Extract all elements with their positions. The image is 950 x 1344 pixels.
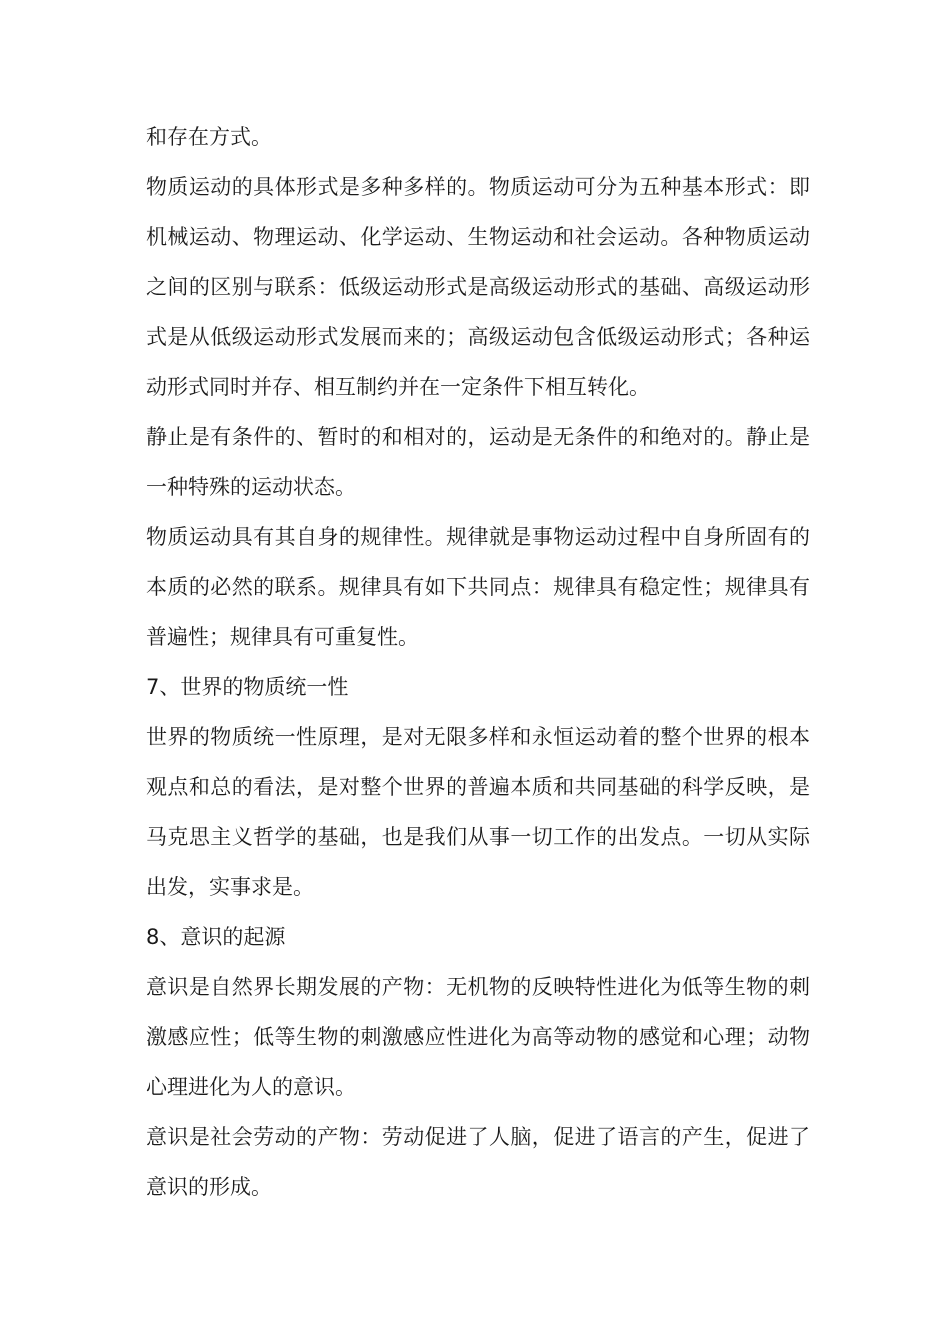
section-heading-8: 8、意识的起源 xyxy=(146,925,286,949)
paragraph-consciousness-nature: 意识是自然界长期发展的产物：无机物的反映特性进化为低等生物的刺激感应性；低等生物的刺激感应性进化为高等动物的感觉和心理；动物心理进化为人的意识。 xyxy=(146,975,810,1099)
paragraph-material-unity: 世界的物质统一性原理，是对无限多样和永恒运动着的整个世界的根本观点和总的看法，是对整个世界的普遍本质和共同基础的科学反映，是马克思主义哲学的基础，也是我们从事一切工作的出发点。一切从实际出发，实事求是。 xyxy=(146,725,810,899)
paragraph-motion-forms: 物质运动的具体形式是多种多样的。物质运动可分为五种基本形式：即机械运动、物理运动、化学运动、生物运动和社会运动。各种物质运动之间的区别与联系：低级运动形式是高级运动形式的基础、高级运动形式是从低级运动形式发展而来的；高级运动包含低级运动形式；各种运动形式同时并存、相互制约并在一定条件下相互转化。 xyxy=(146,175,810,399)
paragraph-consciousness-labor: 意识是社会劳动的产物：劳动促进了人脑，促进了语言的产生，促进了意识的形成。 xyxy=(146,1125,810,1199)
paragraph-rest-and-motion: 静止是有条件的、暂时的和相对的，运动是无条件的和绝对的。静止是一种特殊的运动状态。 xyxy=(146,425,810,499)
paragraph-continuation: 和存在方式。 xyxy=(146,125,272,149)
paragraph-laws-of-motion: 物质运动具有其自身的规律性。规律就是事物运动过程中自身所固有的本质的必然的联系。规律具有如下共同点：规律具有稳定性；规律具有普遍性；规律具有可重复性。 xyxy=(146,525,810,649)
document-body xyxy=(146,112,810,1212)
section-heading-7: 7、世界的物质统一性 xyxy=(146,675,349,699)
